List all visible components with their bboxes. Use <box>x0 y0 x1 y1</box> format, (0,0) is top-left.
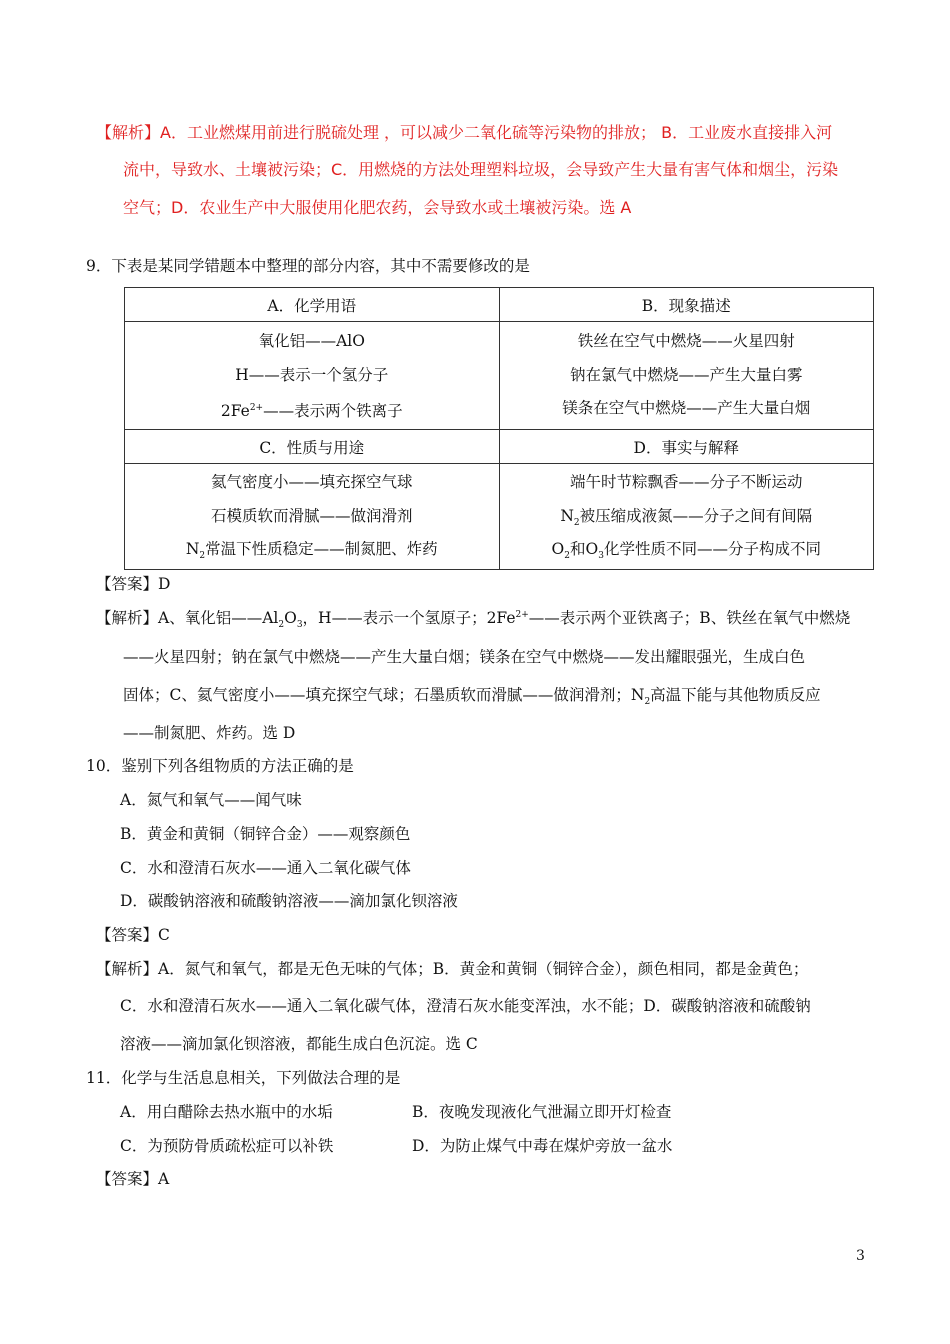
page-number: 3 <box>856 1248 865 1264</box>
q8-analysis-line-1: 【解析】A．工业燃煤用前进行脱硫处理 ，可以减少二氧化硫等污染物的排放； B．工业废水直接排入河 <box>96 123 833 142</box>
q9-answer: 【答案】D <box>96 575 171 593</box>
q8-analysis-line-2: 流中，导致水、土壤被污染；C．用燃烧的方法处理塑料垃圾，会导致产生大量有害气体和烟尘，污染 <box>123 160 839 179</box>
q9-table <box>124 287 874 570</box>
q9-analysis-line-4: ——制氮肥、炸药。选 D <box>123 724 296 742</box>
cell-c-line-3: $N_2$常温下性质稳定——制氮肥、炸药 <box>185 540 438 562</box>
cell-b-line-2: 钠在氯气中燃烧——产生大量白雾 <box>569 365 803 384</box>
table-cell-a <box>125 322 500 430</box>
cell-a-line-2: H——表示一个氢分子 <box>235 365 389 384</box>
cell-b-line-1: 铁丝在空气中燃烧——火星四射 <box>577 332 795 351</box>
table-header-c: C．性质与用途 <box>125 430 500 464</box>
q10-option-c: C．水和澄清石灰水——通入二氧化碳气体 <box>120 859 411 877</box>
q11-option-d: D．为防止煤气中毒在煤炉旁放一盆水 <box>412 1137 673 1155</box>
cell-c-line-1: 氦气密度小——填充探空气球 <box>210 473 413 492</box>
q9-analysis-line-1: 【解析】A、氧化铝$——Al_2O_3$，H——表示一个氢原子；$2Fe^{2+}——$表示两个亚铁离子；B、铁丝在氧气中燃烧 <box>96 609 851 631</box>
cell-b-line-3: 镁条在空气中燃烧——产生大量白烟 <box>562 399 811 418</box>
q10-option-a: A．氮气和氧气——闻气味 <box>120 791 302 809</box>
q9-question: 9．下表是某同学错题本中整理的部分内容，其中不需要修改的是 <box>86 257 530 275</box>
table-cell-d <box>499 464 874 570</box>
cell-a-line-1: 氧化铝——AlO <box>258 332 365 351</box>
q9-analysis-line-2: ——火星四射；钠在氯气中燃烧——产生大量白烟；镁条在空气中燃烧——发出耀眼强光，生成白色 <box>123 648 806 666</box>
cell-a-line-3: $2Fe^{2+}——$表示两个铁离子 <box>220 402 403 421</box>
table-header-a: A．化学用语 <box>125 288 500 322</box>
cell-c-line-2: 石模质软而滑腻——做润滑剂 <box>210 506 413 525</box>
q10-question: 10．鉴别下列各组物质的方法正确的是 <box>86 757 354 775</box>
q10-analysis-line-3: 溶液——滴加氯化钡溶液，都能生成白色沉淀。选 C <box>120 1035 478 1053</box>
q10-option-d: D．碳酸钠溶液和硫酸钠溶液——滴加氯化钡溶液 <box>120 892 458 910</box>
table-header-b: B．现象描述 <box>499 288 874 322</box>
cell-d-line-3: $O_2$和$O_3$化学性质不同——分子构成不同 <box>551 540 821 562</box>
q8-analysis-line-3: 空气；D．农业生产中大服使用化肥农药，会导致水或土壤被污染。选 A <box>123 198 632 217</box>
q11-answer: 【答案】A <box>96 1170 170 1188</box>
q10-analysis-line-2: C．水和澄清石灰水——通入二氧化碳气体，澄清石灰水能变浑浊，水不能；D．碳酸钠溶液和硫酸钠 <box>120 997 811 1015</box>
q11-question: 11．化学与生活息息相关，下列做法合理的是 <box>86 1069 401 1087</box>
q11-option-b: B．夜晚发现液化气泄漏立即开灯检查 <box>412 1103 672 1121</box>
table-cell-b <box>499 322 874 430</box>
q9-analysis-line-3: 固体；C、氦气密度小——填充探空气球；石墨质软而滑腻——做润滑剂；$N_2$高温下能与其他物质反应 <box>123 686 821 708</box>
q10-answer: 【答案】C <box>96 926 170 944</box>
cell-d-line-2: $N_2$被压缩成液氮——分子之间有间隔 <box>560 506 813 528</box>
table-header-d: D．事实与解释 <box>499 430 874 464</box>
q11-option-a: A．用白醋除去热水瓶中的水垢 <box>120 1103 333 1121</box>
q10-analysis-line-1: 【解析】A．氮气和氧气，都是无色无味的气体；B．黄金和黄铜（铜锌合金），颜色相同，都是金黄色； <box>96 960 809 978</box>
cell-d-line-1: 端午时节粽飘香——分子不断运动 <box>569 473 803 492</box>
table-cell-c <box>125 464 500 570</box>
q10-option-b: B．黄金和黄铜（铜锌合金）——观察颜色 <box>120 825 411 843</box>
q11-option-c: C．为预防骨质疏松症可以补铁 <box>120 1137 334 1155</box>
